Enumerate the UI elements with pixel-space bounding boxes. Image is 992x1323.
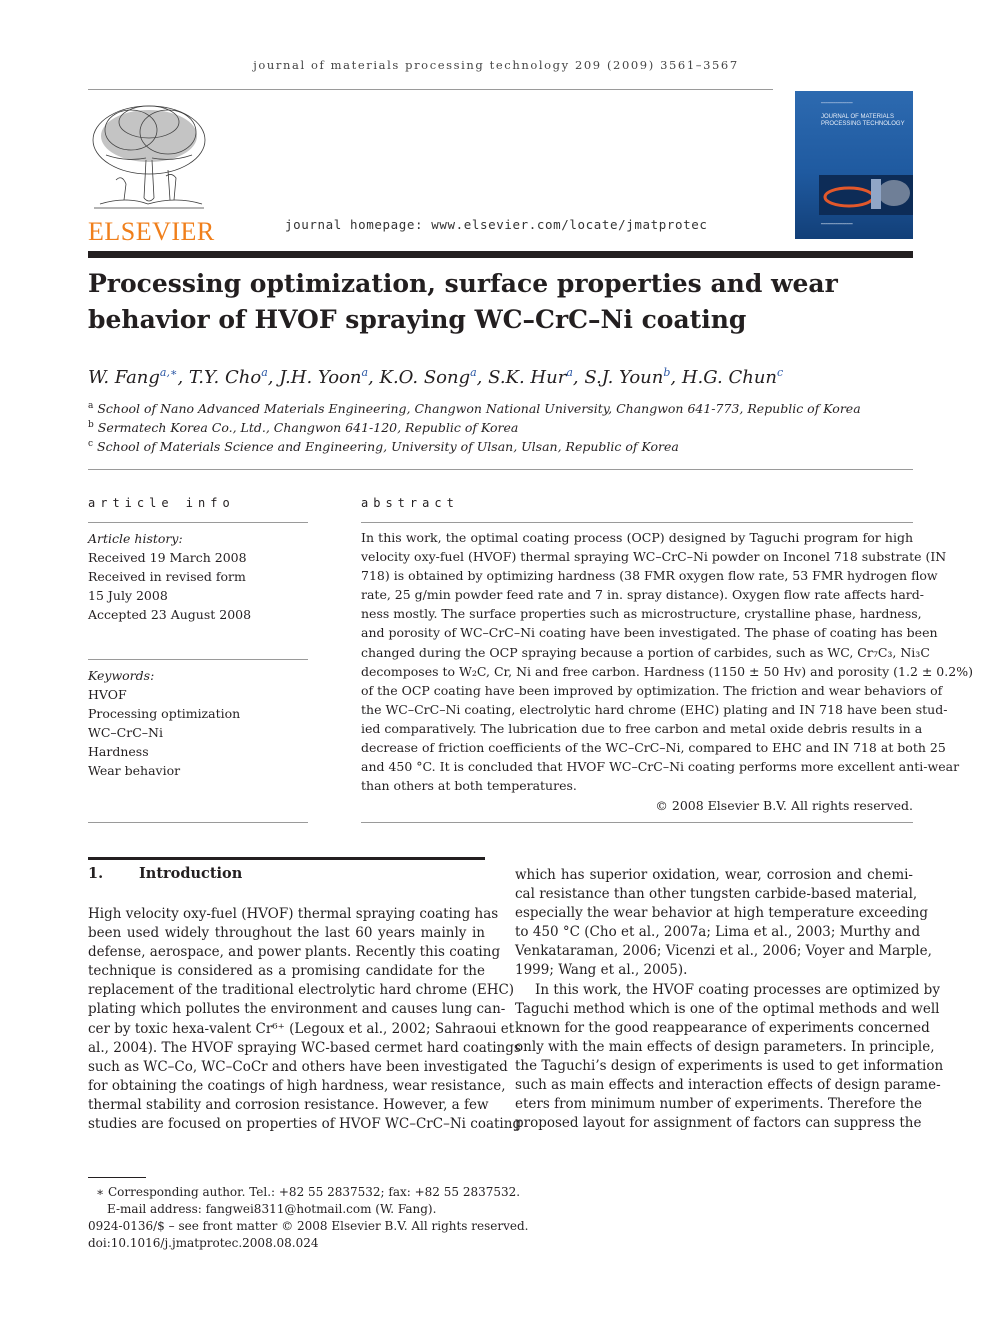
intro-right-line: 1999; Wang et al., 2005).	[515, 962, 688, 979]
intro-left-line: studies are focused on properties of HVOF WC–CrC–Ni coating	[88, 1116, 522, 1133]
intro-right-line: to 450 °C (Cho et al., 2007a; Lima et al., 2003; Murthy and	[515, 924, 921, 941]
copyright-notice: © 2008 Elsevier B.V. All rights reserved.	[655, 798, 913, 813]
abstract-line: and porosity of WC–CrC–Ni coating have been investigated. The phase of coating has been	[361, 625, 938, 641]
affiliation-mark: a	[88, 401, 94, 411]
abstract-line: decomposes to W₂C, Cr, Ni and free carbon. Hardness (1150 ± 50 Hv) and porosity (1.2 ± 0.2%)	[361, 663, 973, 679]
history-item: Accepted 23 August 2008	[88, 607, 252, 622]
affiliation-mark: c	[88, 439, 94, 449]
header-rule	[88, 89, 773, 90]
keyword-item: Hardness	[88, 744, 149, 759]
cover-editors-line: ━━━━━━━━━━━━━━━	[821, 222, 853, 226]
intro-rule	[88, 857, 485, 860]
journal-running-header: journal of materials processing technology 209 (2009) 3561–3567	[253, 58, 739, 72]
abstract-line: changed during the OCP spraying because a portion of carbides, such as WC, Cr₇C₃, Ni₃C	[361, 644, 930, 660]
affiliation-text: Sermatech Korea Co., Ltd., Changwon 641-120, Republic of Korea	[97, 420, 519, 436]
cover-image-icon	[819, 175, 913, 215]
abstract-line: than others at both temperatures.	[361, 778, 577, 794]
intro-left-line: thermal stability and corrosion resistance. However, a few	[88, 1096, 489, 1113]
abstract-line: of the OCP coating have been improved by optimization. The friction and wear behaviors of	[361, 682, 943, 698]
intro-left-line: been used widely throughout the last 60 years mainly in	[88, 925, 485, 942]
abstract-line: rate, 25 g/min powder feed rate and 7 in. spray distance). Oxygen flow rate affects hard-	[361, 587, 924, 603]
author-affiliation-mark[interactable]: c	[777, 366, 784, 379]
abstract-bottom-rule	[361, 822, 913, 823]
elsevier-tree-logo	[86, 100, 212, 216]
journal-homepage-link[interactable]: journal homepage: www.elsevier.com/locate/jmatprotec	[285, 217, 708, 232]
author-separator: ,	[368, 367, 380, 388]
intro-right-column	[515, 866, 944, 1133]
history-item: 15 July 2008	[88, 588, 168, 603]
abstract-line: and 450 °C. It is concluded that HVOF WC–CrC–Ni coating performs more excellent anti-wear	[361, 759, 960, 775]
affiliation-rule	[88, 469, 913, 470]
issn-note: 0924-0136/$ – see front matter © 2008 Elsevier B.V. All rights reserved.	[88, 1219, 529, 1233]
author-name: K.O. Song	[379, 367, 471, 388]
abstract-line: velocity oxy-fuel (HVOF) thermal spraying WC–CrC–Ni powder on Inconel 718 substrate (IN	[361, 549, 947, 565]
affiliation-mark: b	[88, 420, 94, 430]
author-separator: ,	[267, 367, 280, 388]
intro-left-line: cer by toxic hexa-valent Cr⁶⁺ (Legoux et al., 2002; Sahraoui et	[88, 1020, 515, 1037]
intro-left-line: replacement of the traditional electrolytic hard chrome (EHC)	[88, 982, 515, 999]
affiliation-text: School of Materials Science and Engineering, University of Ulsan, Ulsan, Republic of Korea	[97, 439, 679, 455]
footnote-rule	[88, 1177, 146, 1178]
keywords-label: Keywords:	[88, 668, 155, 683]
intro-right-line: In this work, the HVOF coating processes are optimized by	[535, 981, 940, 998]
keywords-block	[88, 666, 308, 780]
email-note[interactable]: E-mail address: fangwei8311@hotmail.com (W. Fang).	[107, 1202, 437, 1216]
intro-left-line: al., 2004). The HVOF spraying WC-based cermet hard coatings	[88, 1039, 521, 1056]
intro-right-line: proposed layout for assignment of factors can suppress the	[515, 1115, 922, 1132]
corresponding-author-note: ∗ Corresponding author. Tel.: +82 55 2837532; fax: +82 55 2837532.	[96, 1185, 521, 1199]
abstract-line: the WC–CrC–Ni coating, electrolytic hard chrome (EHC) plating and IN 718 have been stud-	[361, 701, 948, 717]
affiliation-c	[88, 439, 679, 454]
abstract-line: ness mostly. The surface properties such as microstructure, crystalline phase, hardness,	[361, 606, 922, 622]
article-title	[88, 266, 913, 338]
intro-right-line: the Taguchi’s design of experiments is used to get information	[515, 1057, 944, 1074]
intro-right-line: especially the wear behavior at high temperature exceeding	[515, 905, 929, 922]
history-label: Article history:	[88, 531, 183, 546]
intro-number: 1.	[88, 865, 104, 882]
cover-title: JOURNAL OF MATERIALS PROCESSING TECHNOLOGY	[821, 114, 905, 127]
author-list	[88, 366, 913, 388]
keyword-item: Processing optimization	[88, 706, 241, 721]
author-separator: ,	[476, 367, 489, 388]
author-name: S.J. Youn	[584, 367, 664, 388]
author-name: T.Y. Cho	[188, 367, 262, 388]
author-affiliation-mark[interactable]: a	[470, 366, 477, 379]
affiliation-a	[88, 401, 861, 416]
title-line-2: behavior of HVOF spraying WC–CrC–Ni coating	[88, 305, 747, 334]
intro-left-column	[88, 905, 522, 1134]
author-affiliation-mark[interactable]: b	[663, 366, 671, 379]
author-affiliation-mark[interactable]: a	[566, 366, 573, 379]
author-affiliation-mark[interactable]: a,∗	[159, 366, 178, 379]
abstract-body	[361, 528, 973, 795]
article-info-heading: article info	[88, 496, 235, 510]
affiliation-text: School of Nano Advanced Materials Engineering, Changwon National University, Changwon 641-773, Republic of Korea	[97, 401, 861, 417]
intro-left-line: for obtaining the coatings of high hardness, wear resistance,	[88, 1077, 506, 1094]
abstract-line: ied comparatively. The lubrication due to free carbon and metal oxide debris results in a	[361, 720, 923, 736]
intro-left-line: High velocity oxy-fuel (HVOF) thermal spraying coating has	[88, 906, 499, 922]
author-name: S.K. Hur	[488, 367, 567, 388]
intro-left-line: defense, aerospace, and power plants. Recently this coating	[88, 944, 501, 961]
author-name: H.G. Chun	[681, 367, 778, 388]
keyword-item: WC–CrC–Ni	[88, 725, 163, 740]
keyword-item: HVOF	[88, 687, 127, 702]
abstract-line: 718) is obtained by optimizing hardness (38 FMR oxygen flow rate, 53 FMR hydrogen flow	[361, 568, 938, 584]
intro-left-line: plating which pollutes the environment and causes lung can-	[88, 1001, 506, 1018]
article-history	[88, 529, 308, 624]
keyword-item: Wear behavior	[88, 763, 181, 778]
author-affiliation-mark[interactable]: a	[361, 366, 369, 379]
journal-cover-thumbnail	[795, 91, 913, 239]
intro-left-line: such as WC–Co, WC–CoCr and others have been investigated	[88, 1058, 508, 1075]
intro-right-line: cal resistance than other tungsten carbide-based material,	[515, 886, 918, 903]
cover-top-line: ━━━━━━━━━━━━━━━	[821, 101, 853, 105]
abstract-line: In this work, the optimal coating process (OCP) designed by Taguchi program for high	[361, 530, 913, 545]
author-name: J.H. Yoon	[279, 367, 362, 388]
elsevier-wordmark: ELSEVIER	[88, 217, 215, 246]
history-item: Received in revised form	[88, 569, 246, 584]
doi-link[interactable]: doi:10.1016/j.jmatprotec.2008.08.024	[88, 1236, 319, 1250]
abstract-heading: abstract	[361, 496, 459, 510]
affiliation-b	[88, 420, 518, 435]
article-info-rule	[88, 522, 308, 523]
intro-right-line: which has superior oxidation, wear, corrosion and chemi-	[515, 867, 913, 883]
title-line-1: Processing optimization, surface properties and wear	[88, 269, 838, 298]
abstract-rule	[361, 522, 913, 523]
author-separator: ,	[177, 367, 189, 388]
intro-right-line: Taguchi method which is one of the optimal methods and well	[515, 1000, 940, 1017]
header-thick-rule	[88, 251, 913, 258]
article-info-bottom-rule	[88, 822, 308, 823]
intro-right-line: eters from minimum number of experiments. Therefore the	[515, 1096, 922, 1113]
abstract-line: decrease of friction coefficients of the WC–CrC–Ni, compared to EHC and IN 718 at both 25	[361, 740, 946, 756]
author-affiliation-mark[interactable]: a	[261, 366, 268, 379]
intro-left-line: technique is considered as a promising candidate for the	[88, 963, 485, 980]
intro-right-line: such as main effects and interaction effects of design parame-	[515, 1077, 941, 1094]
author-name: W. Fang	[88, 367, 160, 388]
intro-right-line: Venkataraman, 2006; Vicenzi et al., 2006; Voyer and Marple,	[515, 943, 932, 960]
author-separator: ,	[572, 367, 585, 388]
author-separator: ,	[670, 367, 682, 388]
history-item: Received 19 March 2008	[88, 550, 247, 565]
intro-right-line: only with the main effects of design parameters. In principle,	[515, 1038, 935, 1055]
intro-right-line: known for the good reappearance of experiments concerned	[515, 1019, 930, 1036]
intro-heading: Introduction	[139, 865, 243, 882]
keywords-rule	[88, 659, 308, 660]
